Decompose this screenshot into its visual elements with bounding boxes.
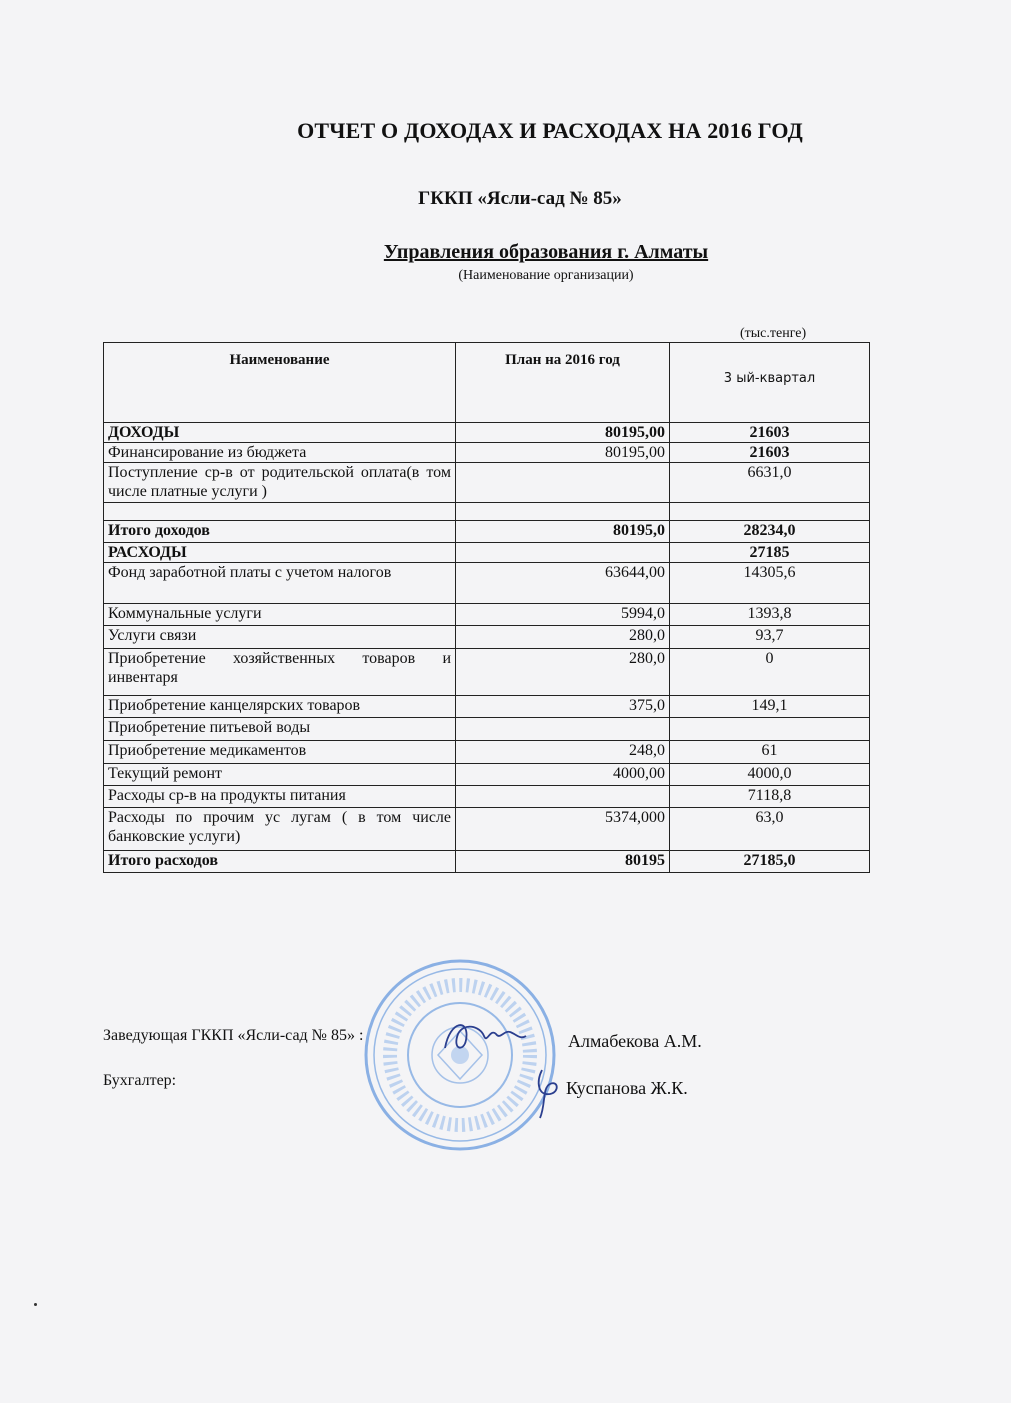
row-quarter-cell: 0 xyxy=(670,649,870,696)
row-name-cell: Фонд заработной платы с учетом налогов xyxy=(104,563,456,604)
row-quarter-cell: 28234,0 xyxy=(670,521,870,543)
speck-dot xyxy=(34,1303,37,1306)
accountant-label: Бухгалтер: xyxy=(103,1072,177,1089)
row-name-cell: Итого расходов xyxy=(104,851,456,873)
row-quarter-cell: 63,0 xyxy=(670,808,870,851)
row-name-cell: РАСХОДЫ xyxy=(104,543,456,563)
row-plan-cell: 63644,00 xyxy=(456,563,670,604)
row-quarter-cell xyxy=(670,503,870,521)
row-plan-cell xyxy=(456,718,670,741)
table-row xyxy=(104,808,870,851)
row-plan-cell xyxy=(456,503,670,521)
table-row xyxy=(104,604,870,626)
row-quarter-cell: 6631,0 xyxy=(670,463,870,503)
table-row xyxy=(104,521,870,543)
row-plan-cell xyxy=(456,463,670,503)
units-label: (тыс.тенге) xyxy=(740,326,807,341)
row-name-cell: Приобретение хозяйственных товаров и инвентаря xyxy=(104,649,456,696)
header-quarter-label: 3 ый-квартал xyxy=(723,371,816,386)
department-note: (Наименование организации) xyxy=(458,268,634,283)
table-row xyxy=(104,463,870,503)
report-table xyxy=(103,342,870,873)
table-row xyxy=(104,563,870,604)
table-row xyxy=(104,423,870,443)
row-name-cell xyxy=(104,503,456,521)
accountant-name: Куспанова Ж.К. xyxy=(566,1078,688,1098)
row-quarter-cell: 21603 xyxy=(670,443,870,463)
header-plan: План на 2016 год xyxy=(456,343,670,423)
row-plan-cell: 80195 xyxy=(456,851,670,873)
header-name: Наименование xyxy=(104,343,456,423)
row-quarter-cell: 61 xyxy=(670,741,870,764)
row-name-cell: ДОХОДЫ xyxy=(104,423,456,443)
table-row xyxy=(104,443,870,463)
report-table-body xyxy=(104,423,870,873)
row-plan-cell: 248,0 xyxy=(456,741,670,764)
row-name-cell: Расходы ср-в на продукты питания xyxy=(104,786,456,808)
row-quarter-cell: 4000,0 xyxy=(670,764,870,786)
head-label: Заведующая ГККП «Ясли-сад № 85» : xyxy=(103,1027,364,1044)
row-plan-cell: 80195,00 xyxy=(456,443,670,463)
row-quarter-cell: 7118,8 xyxy=(670,786,870,808)
row-name-cell: Финансирование из бюджета xyxy=(104,443,456,463)
row-plan-cell: 375,0 xyxy=(456,696,670,718)
table-row xyxy=(104,649,870,696)
row-plan-cell: 80195,0 xyxy=(456,521,670,543)
department-name: Управления образования г. Алматы xyxy=(383,241,709,263)
table-row xyxy=(104,696,870,718)
row-quarter-cell: 21603 xyxy=(670,423,870,443)
row-quarter-cell: 1393,8 xyxy=(670,604,870,626)
row-plan-cell: 5374,000 xyxy=(456,808,670,851)
table-row xyxy=(104,543,870,563)
row-quarter-cell: 27185 xyxy=(670,543,870,563)
head-signature xyxy=(440,1010,530,1060)
row-quarter-cell xyxy=(670,718,870,741)
row-name-cell: Поступление ср-в от родительской оплата(в том числе платные услуги ) xyxy=(104,463,456,503)
head-name: Алмабекова А.М. xyxy=(568,1031,702,1051)
row-plan-cell xyxy=(456,543,670,563)
row-plan-cell: 80195,00 xyxy=(456,423,670,443)
row-name-cell: Коммунальные услуги xyxy=(104,604,456,626)
table-row xyxy=(104,741,870,764)
row-name-cell: Приобретение питьевой воды xyxy=(104,718,456,741)
row-plan-cell: 5994,0 xyxy=(456,604,670,626)
row-plan-cell: 4000,00 xyxy=(456,764,670,786)
table-row xyxy=(104,503,870,521)
row-quarter-cell: 27185,0 xyxy=(670,851,870,873)
row-name-cell: Итого доходов xyxy=(104,521,456,543)
row-quarter-cell: 93,7 xyxy=(670,626,870,649)
table-row xyxy=(104,851,870,873)
table-row xyxy=(104,718,870,741)
row-plan-cell: 280,0 xyxy=(456,626,670,649)
table-row xyxy=(104,764,870,786)
row-name-cell: Услуги связи xyxy=(104,626,456,649)
row-name-cell: Расходы по прочим ус лугам ( в том числе банковские услуги) xyxy=(104,808,456,851)
row-name-cell: Приобретение канцелярских товаров xyxy=(104,696,456,718)
accountant-signature xyxy=(528,1064,568,1124)
header-quarter xyxy=(670,343,870,423)
row-name-cell: Текущий ремонт xyxy=(104,764,456,786)
organization-name: ГККП «Ясли-сад № 85» xyxy=(418,188,622,209)
row-quarter-cell: 14305,6 xyxy=(670,563,870,604)
table-row xyxy=(104,626,870,649)
row-plan-cell: 280,0 xyxy=(456,649,670,696)
row-plan-cell xyxy=(456,786,670,808)
row-quarter-cell: 149,1 xyxy=(670,696,870,718)
row-name-cell: Приобретение медикаментов xyxy=(104,741,456,764)
table-row xyxy=(104,786,870,808)
report-title: ОТЧЕТ О ДОХОДАХ И РАСХОДАХ НА 2016 ГОД xyxy=(297,118,803,143)
